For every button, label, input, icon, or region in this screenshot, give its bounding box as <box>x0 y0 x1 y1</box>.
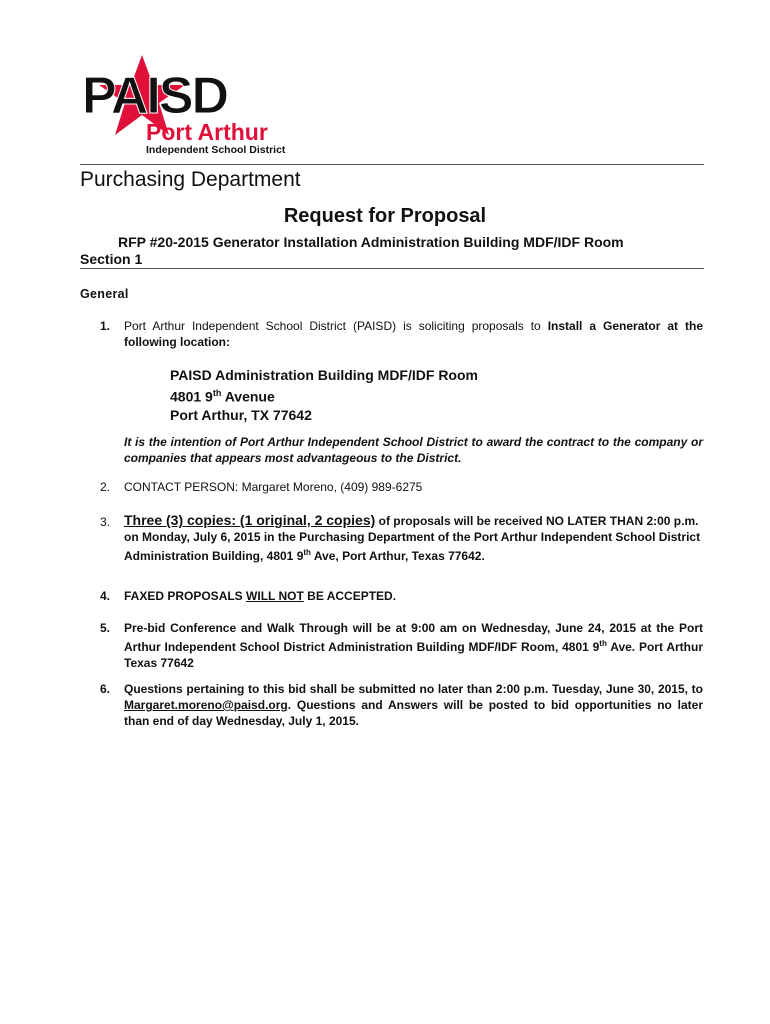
item-number: 6. <box>100 682 111 696</box>
location-block <box>170 366 478 424</box>
item-number: 5. <box>100 621 111 635</box>
item-number: 1. <box>100 319 111 333</box>
general-heading: General <box>80 287 129 301</box>
item-text-part: . Questions and Answers will be posted to bid opportunities no later than end of day Wednesday, July 1, 2015. <box>124 698 703 728</box>
item-text-underlined: WILL NOT <box>246 589 304 603</box>
item-number: 2. <box>100 480 111 494</box>
page-title: Request for Proposal <box>283 205 487 227</box>
logo-district: Independent School District <box>146 144 286 155</box>
section-rule <box>80 268 704 269</box>
item-text-part: Port Arthur Independent School District (PAISD) is soliciting proposals to <box>124 319 548 333</box>
list-item-3 <box>100 512 703 562</box>
list-item-4 <box>100 588 703 606</box>
list-item-5 <box>100 620 703 670</box>
intent-statement: It is the intention of Port Arthur Independent School District to award the contract to the company or companies that appears most advantageous to the District. <box>124 435 703 465</box>
item-text-part: Ave, Port Arthur, Texas 77642. <box>310 549 485 563</box>
section-label: Section 1 <box>80 251 143 267</box>
item-text-part: Pre-bid Conference and Walk Through will be at 9:00 am on Wednesday, June 24, 2015 at the Port Arthur Independent School District Administration Building MDF/IDF Room, 4801 9 <box>124 621 703 654</box>
item-text <box>124 318 703 350</box>
email-link[interactable]: Margaret.moreno@paisd.org <box>124 698 288 712</box>
location-street <box>170 384 478 406</box>
location-building: PAISD Administration Building MDF/IDF Room <box>170 367 478 383</box>
sup: th <box>599 639 607 648</box>
logo-main-text: PAISD <box>82 67 228 125</box>
list-item-1 <box>100 318 703 352</box>
sup: th <box>303 548 311 557</box>
item-text-bold: Install a Generator at the following location: <box>124 319 703 349</box>
item-text <box>124 588 703 604</box>
street-sup: th <box>212 388 222 398</box>
street-name: Avenue <box>221 388 275 405</box>
header-rule <box>80 164 704 165</box>
item-text-part: BE ACCEPTED. <box>303 589 397 603</box>
item-text-part: Questions pertaining to this bid shall be submitted no later than 2:00 p.m. Tuesday, June 30, 2015, to <box>124 682 703 696</box>
item-text-part: of proposals will be received NO LATER THAN 2:00 p.m. on Monday, July 6, 2015 in the Purchasing Department of the Port Arthur Independent School District Administration Building, 4801 9 <box>124 514 701 563</box>
rfp-number: RFP #20-2015 Generator Installation Administration Building MDF/IDF Room <box>118 234 624 250</box>
logo-port-arthur: Port Arthur <box>146 119 268 145</box>
list-item-2 <box>100 479 703 497</box>
department-title: Purchasing Department <box>80 168 301 191</box>
item-text <box>124 620 703 671</box>
street-number: 4801 9 <box>170 388 213 405</box>
item-number: 3. <box>100 515 111 529</box>
location-city: Port Arthur, TX 77642 <box>170 406 312 423</box>
item-text-part: FAXED PROPOSALS <box>124 589 247 603</box>
list-item-6 <box>100 681 703 731</box>
item-number: 4. <box>100 589 111 603</box>
item-text <box>124 681 703 729</box>
copies-requirement: Three (3) copies: (1 original, 2 copies) <box>124 512 376 528</box>
item-text-part: Ave. Port Arthur Texas 77642 <box>124 640 703 670</box>
paisd-logo <box>80 55 290 155</box>
item-text <box>124 512 703 564</box>
item-text: CONTACT PERSON: Margaret Moreno, (409) 989-6275 <box>124 480 423 494</box>
